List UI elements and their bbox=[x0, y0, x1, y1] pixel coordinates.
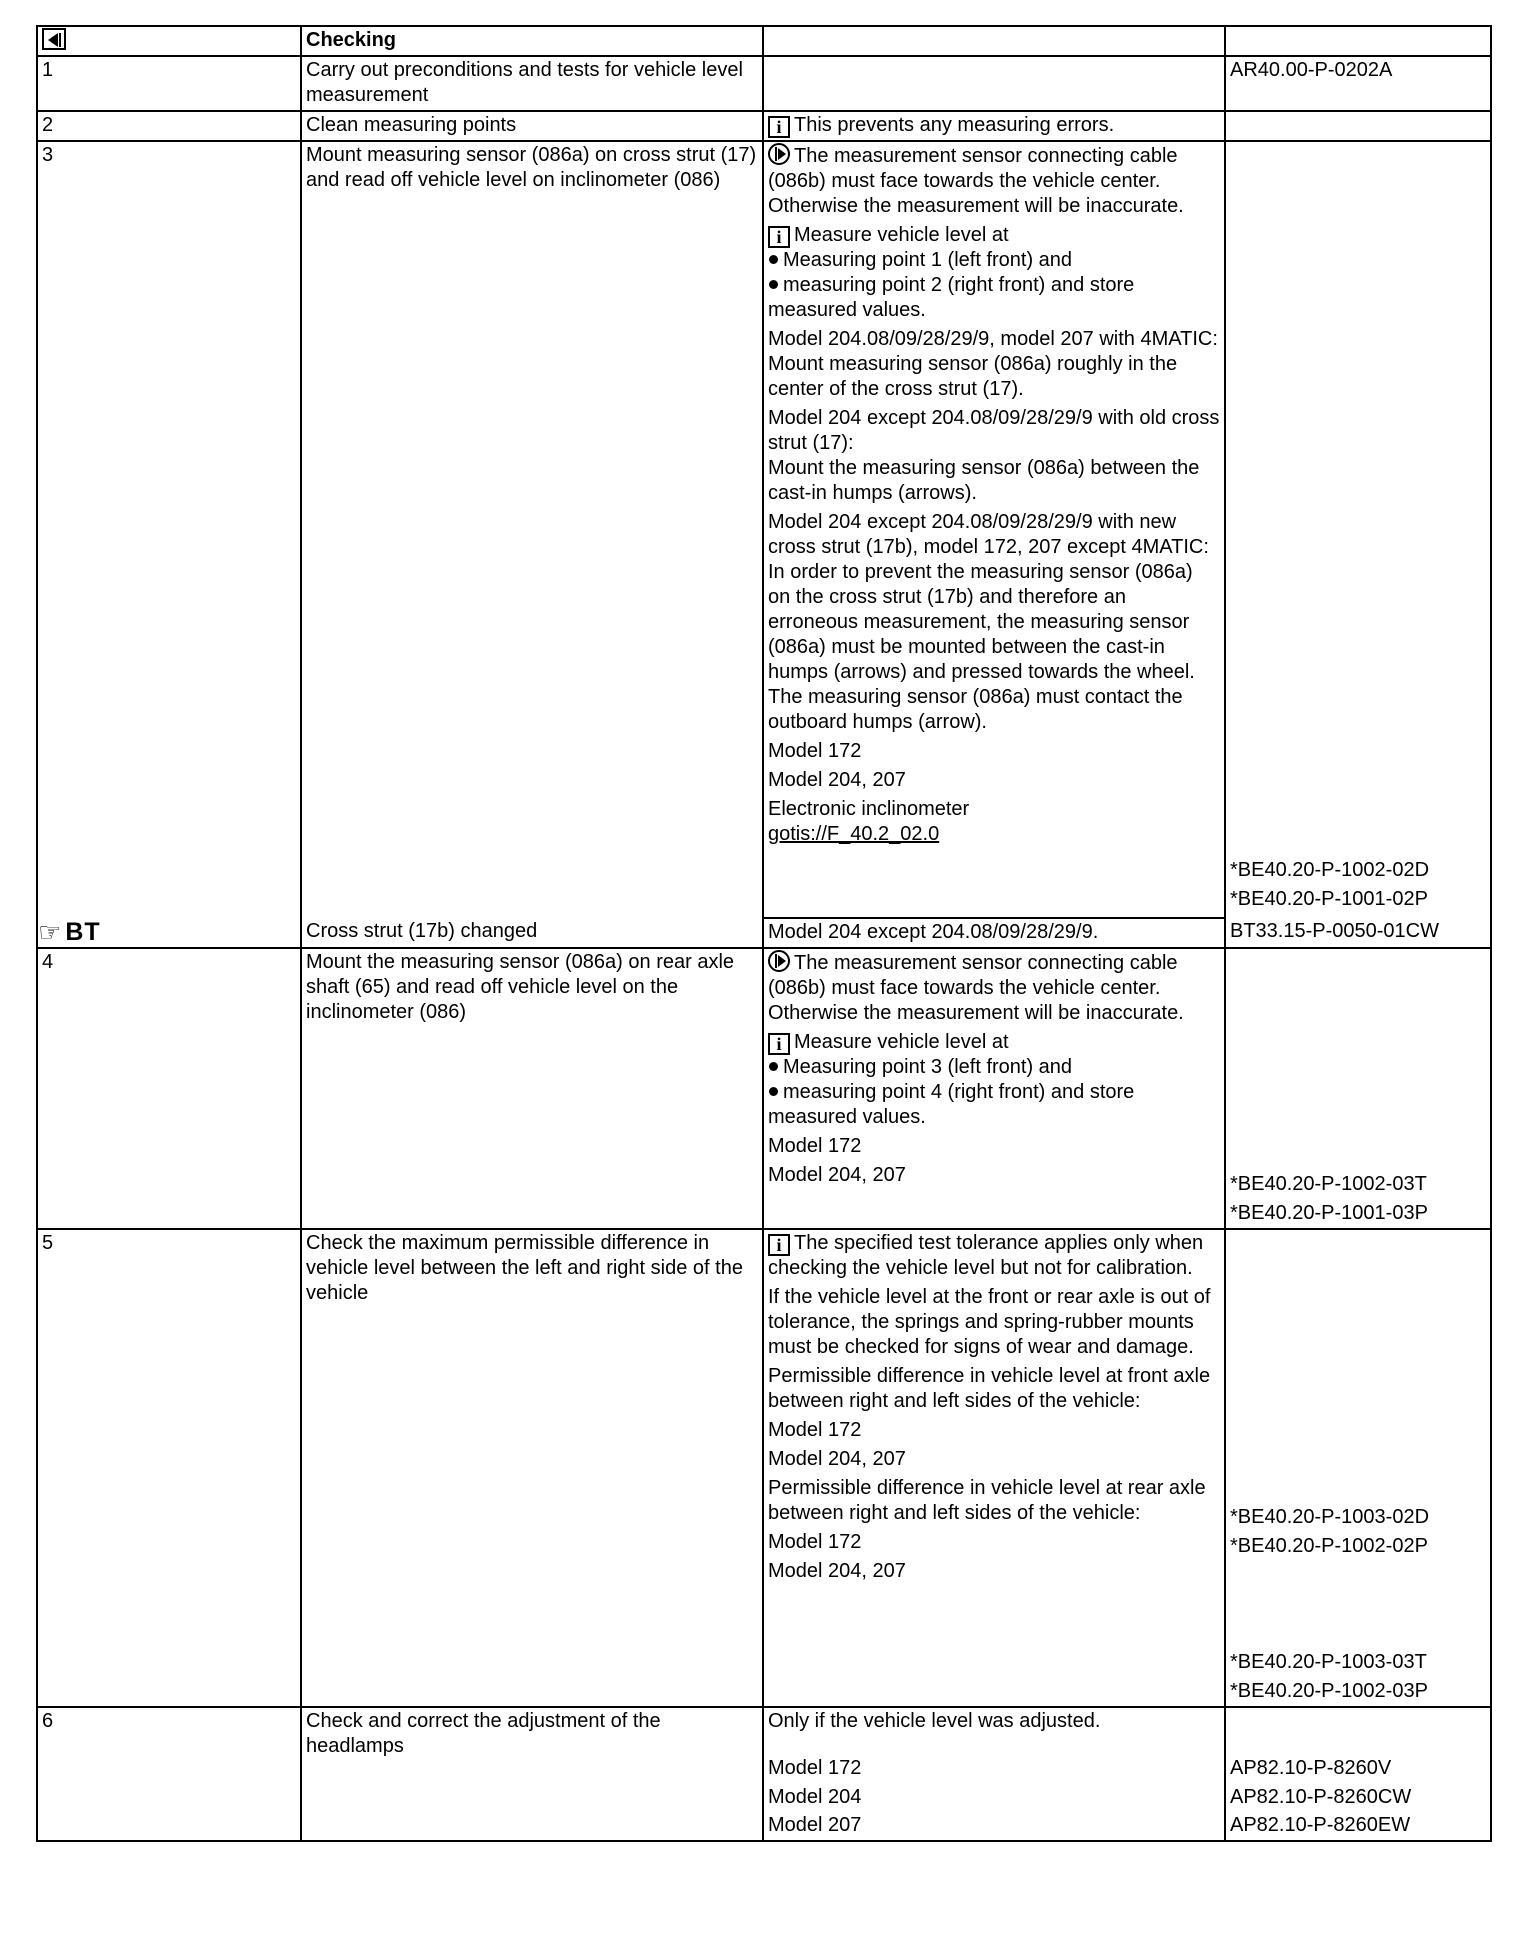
notes-cell bbox=[763, 1707, 1225, 1841]
step-number: 4 bbox=[37, 948, 301, 1229]
empty-cell bbox=[1225, 111, 1491, 141]
procedure-table bbox=[36, 25, 1492, 1842]
bt-label: BT bbox=[65, 917, 101, 946]
bullet-icon bbox=[769, 280, 778, 289]
reference-link[interactable]: AP82.10-P-8260V bbox=[1230, 1757, 1392, 1779]
refs-cell bbox=[1225, 948, 1491, 1229]
model-label: Model 172 bbox=[768, 1757, 862, 1779]
reference-link[interactable]: BT33.15-P-0050-01CW bbox=[1225, 918, 1491, 948]
note-cell bbox=[763, 111, 1225, 141]
measure-point: Measuring point 3 (left front) and bbox=[783, 1056, 1073, 1078]
step-row-2 bbox=[37, 111, 1491, 141]
reference-link[interactable]: *BE40.20-P-1001-02P bbox=[1230, 888, 1428, 910]
bt-row bbox=[37, 918, 1491, 948]
step-number: 3 bbox=[37, 141, 301, 918]
model-label: Model 204, 207 bbox=[768, 1164, 906, 1186]
model-heading: Model 204 except 204.08/09/28/29/9 with new cross strut (17b), model 172, 207 except 4MATIC: bbox=[768, 511, 1209, 558]
info-icon: i bbox=[768, 226, 790, 248]
step-number: 5 bbox=[37, 1229, 301, 1707]
note-text: Only if the vehicle level was adjusted. bbox=[768, 1710, 1101, 1732]
caution-icon bbox=[768, 143, 790, 165]
caution-text: The measurement sensor connecting cable (086b) must face towards the vehicle center. Otherwise the measurement will be inaccurate. bbox=[768, 145, 1184, 217]
empty-cell bbox=[1225, 26, 1491, 56]
model-label: Model 204, 207 bbox=[768, 769, 906, 791]
measure-point: Measuring point 1 (left front) and bbox=[783, 249, 1073, 271]
info-icon: i bbox=[768, 116, 790, 138]
model-label: Model 172 bbox=[768, 1531, 862, 1553]
back-icon[interactable] bbox=[42, 28, 66, 50]
tool-link[interactable]: gotis://F_40.2_02.0 bbox=[768, 823, 940, 845]
bullet-icon bbox=[769, 1087, 778, 1096]
model-label: Model 172 bbox=[768, 1419, 862, 1441]
refs-cell bbox=[1225, 1229, 1491, 1707]
bullet-icon bbox=[769, 1062, 778, 1071]
measure-point: measuring point 2 (right front) and store measured values. bbox=[768, 274, 1135, 321]
bt-cell bbox=[37, 918, 301, 948]
step-action: Clean measuring points bbox=[301, 111, 763, 141]
bt-action: Cross strut (17b) changed bbox=[301, 918, 763, 948]
bt-note: Model 204 except 204.08/09/28/29/9. bbox=[763, 918, 1225, 948]
header-row bbox=[37, 26, 1491, 56]
step-row-4 bbox=[37, 948, 1491, 1229]
notes-cell bbox=[763, 1229, 1225, 1707]
step-number: 2 bbox=[37, 111, 301, 141]
step-action: Mount the measuring sensor (086a) on rear axle shaft (65) and read off vehicle level on the inclinometer (086) bbox=[301, 948, 763, 1229]
back-cell[interactable] bbox=[37, 26, 301, 56]
reference-link[interactable]: *BE40.20-P-1002-03P bbox=[1230, 1680, 1428, 1702]
model-instruction: Mount measuring sensor (086a) roughly in the center of the cross strut (17). bbox=[768, 353, 1178, 400]
pointing-hand-icon: ☞ bbox=[38, 917, 62, 947]
reference-link[interactable]: *BE40.20-P-1003-02D bbox=[1230, 1506, 1430, 1528]
step-number: 6 bbox=[37, 1707, 301, 1841]
model-heading: Model 204 except 204.08/09/28/29/9 with old cross strut (17): bbox=[768, 407, 1220, 454]
step-row-5 bbox=[37, 1229, 1491, 1707]
model-label: Model 172 bbox=[768, 1135, 862, 1157]
reference-link[interactable]: *BE40.20-P-1002-02D bbox=[1230, 859, 1430, 881]
reference-link[interactable]: AP82.10-P-8260EW bbox=[1230, 1814, 1411, 1836]
model-instruction: Mount the measuring sensor (086a) between the cast-in humps (arrows). bbox=[768, 457, 1200, 504]
empty-cell bbox=[763, 26, 1225, 56]
model-instruction: In order to prevent the measuring sensor (086a) on the cross strut (17b) and therefore an erroneous measurement, the measuring sensor (086a) must be mounted between the cast-in humps (arrows) and pressed towards the wheel. The measuring sensor (086a) must contact the outboard humps (arrow). bbox=[768, 561, 1195, 733]
step-row-1 bbox=[37, 56, 1491, 111]
info-icon: i bbox=[768, 1234, 790, 1256]
notes-cell bbox=[763, 948, 1225, 1229]
measure-intro: Measure vehicle level at bbox=[794, 224, 1009, 246]
step-action: Check and correct the adjustment of the headlamps bbox=[301, 1707, 763, 1841]
model-heading: Model 204.08/09/28/29/9, model 207 with 4MATIC: bbox=[768, 328, 1218, 350]
step-action: Check the maximum permissible difference in vehicle level between the left and right side of the vehicle bbox=[301, 1229, 763, 1707]
tool-label: Electronic inclinometer bbox=[768, 798, 970, 820]
tolerance-text: If the vehicle level at the front or rear axle is out of tolerance, the springs and spring-rubber mounts must be checked for signs of wear and damage. bbox=[768, 1286, 1211, 1358]
note-text: The specified test tolerance applies only when checking the vehicle level but not for calibration. bbox=[768, 1232, 1204, 1279]
reference-link[interactable]: AP82.10-P-8260CW bbox=[1230, 1786, 1412, 1808]
model-label: Model 204, 207 bbox=[768, 1448, 906, 1470]
rear-axle-heading: Permissible difference in vehicle level at rear axle between right and left sides of the vehicle: bbox=[768, 1477, 1206, 1524]
reference-link[interactable]: *BE40.20-P-1001-03P bbox=[1230, 1202, 1428, 1224]
reference-link[interactable]: AR40.00-P-0202A bbox=[1225, 56, 1491, 111]
front-axle-heading: Permissible difference in vehicle level at front axle between right and left sides of the vehicle: bbox=[768, 1365, 1211, 1412]
refs-cell bbox=[1225, 1707, 1491, 1841]
bullet-icon bbox=[769, 255, 778, 264]
step-action: Carry out preconditions and tests for vehicle level measurement bbox=[301, 56, 763, 111]
section-title: Checking bbox=[301, 26, 763, 56]
step-row-6 bbox=[37, 1707, 1491, 1841]
model-label: Model 207 bbox=[768, 1814, 862, 1836]
measure-point: measuring point 4 (right front) and store measured values. bbox=[768, 1081, 1135, 1128]
step-number: 1 bbox=[37, 56, 301, 111]
reference-link[interactable]: *BE40.20-P-1002-02P bbox=[1230, 1535, 1428, 1557]
reference-link[interactable]: *BE40.20-P-1003-03T bbox=[1230, 1651, 1427, 1673]
reference-link[interactable]: *BE40.20-P-1002-03T bbox=[1230, 1173, 1427, 1195]
info-icon: i bbox=[768, 1033, 790, 1055]
step-row-3 bbox=[37, 141, 1491, 918]
model-label: Model 204 bbox=[768, 1786, 862, 1808]
measure-intro: Measure vehicle level at bbox=[794, 1031, 1009, 1053]
model-label: Model 172 bbox=[768, 740, 862, 762]
refs-cell bbox=[1225, 141, 1491, 918]
caution-text: The measurement sensor connecting cable (086b) must face towards the vehicle center. Otherwise the measurement will be inaccurate. bbox=[768, 952, 1184, 1024]
notes-cell bbox=[763, 141, 1225, 918]
caution-icon bbox=[768, 950, 790, 972]
empty-cell bbox=[763, 56, 1225, 111]
model-label: Model 204, 207 bbox=[768, 1560, 906, 1582]
step-action: Mount measuring sensor (086a) on cross strut (17) and read off vehicle level on inclinometer (086) bbox=[301, 141, 763, 918]
note-text: This prevents any measuring errors. bbox=[794, 114, 1115, 136]
